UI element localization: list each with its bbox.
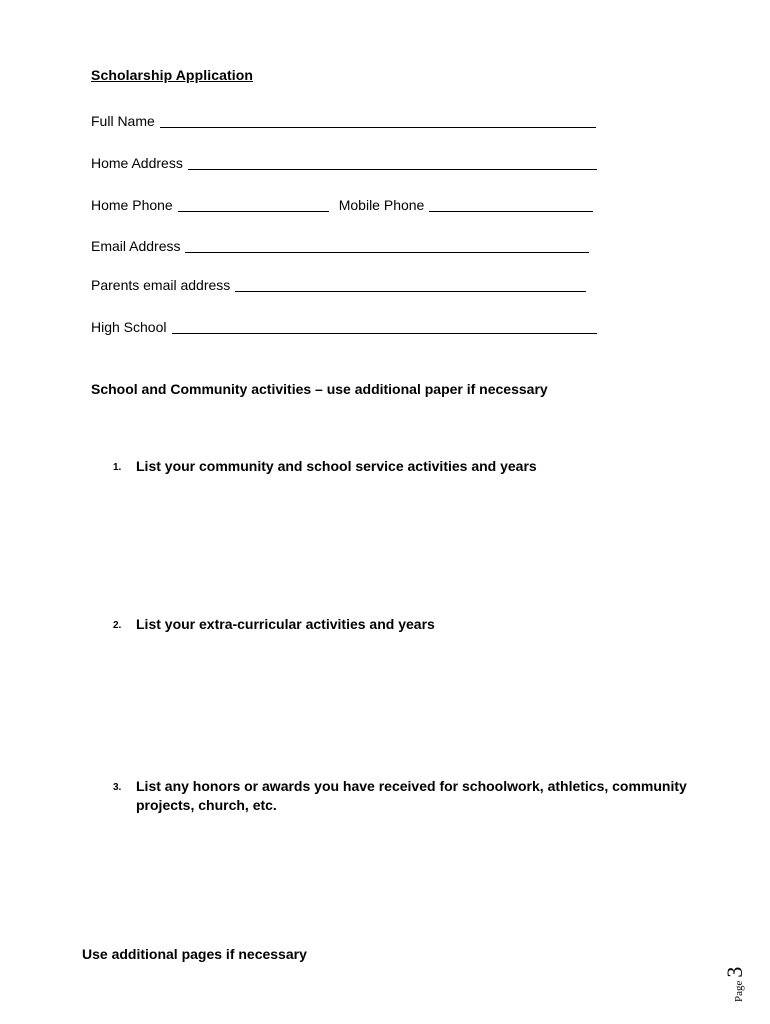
question-2 (113, 615, 693, 634)
email-address-field[interactable] (185, 238, 589, 253)
high-school-label: High School (91, 319, 167, 335)
home-address-field[interactable] (188, 155, 597, 170)
full-name-row (91, 110, 596, 130)
question-1-text: List your community and school service activities and years (136, 458, 537, 474)
parents-email-field[interactable] (235, 277, 586, 292)
form-title: Scholarship Application (91, 67, 254, 83)
high-school-field[interactable] (172, 319, 597, 334)
question-2-text: List your extra-curricular activities and years (136, 616, 435, 632)
home-phone-label: Home Phone (91, 197, 173, 213)
mobile-phone-field[interactable] (429, 197, 593, 212)
high-school-row (91, 316, 597, 336)
full-name-label: Full Name (91, 113, 155, 129)
question-3-number: 3. (113, 782, 122, 793)
page-number-marker (712, 950, 752, 1010)
full-name-field[interactable] (160, 113, 596, 128)
activities-heading: School and Community activities – use additional paper if necessary (91, 381, 548, 397)
question-3-text: List any honors or awards you have received for schoolwork, athletics, community projects, church, etc. (136, 778, 687, 813)
home-address-row (91, 152, 597, 172)
parents-email-row (91, 274, 586, 294)
question-1 (113, 457, 693, 476)
question-1-number: 1. (113, 462, 122, 473)
home-address-label: Home Address (91, 155, 183, 171)
question-2-number: 2. (113, 620, 122, 631)
home-phone-field[interactable] (178, 197, 329, 212)
footer-note: Use additional pages if necessary (82, 946, 307, 962)
page-word: Page (733, 980, 745, 1002)
parents-email-label: Parents email address (91, 277, 231, 293)
phone-row (91, 194, 593, 214)
email-row (91, 235, 589, 255)
question-3 (113, 777, 693, 815)
page-number: 3 (722, 966, 747, 978)
email-address-label: Email Address (91, 238, 181, 254)
mobile-phone-label: Mobile Phone (338, 197, 425, 213)
